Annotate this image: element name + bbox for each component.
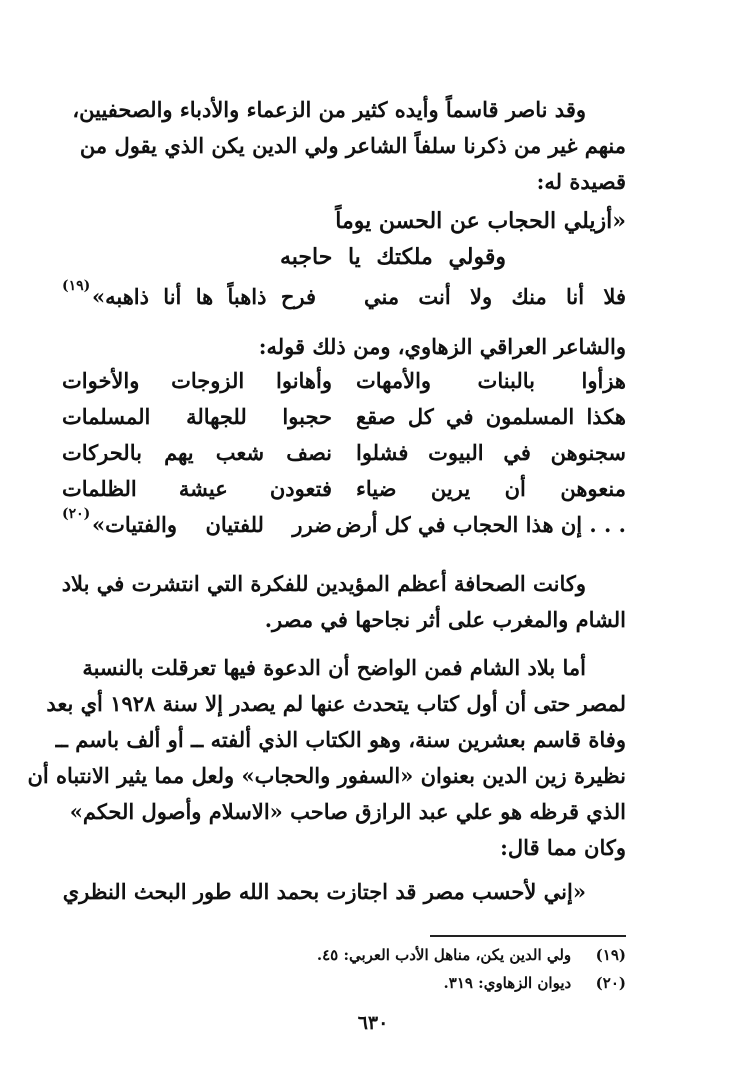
poem-verse [62,368,626,404]
text-line: لمصر حتى أن أول كتاب يتحدث عنها لم يصدر إلا سنة ١٩٢٨ أي بعد [46,691,626,716]
hemistich-left: نصف شعب يهم بالحركات [62,440,332,465]
hemistich-left: ضرر للفتيان والفتيات» [92,512,332,537]
poem-line: «أزيلي الحجاب عن الحسن يوماً [335,208,626,234]
poem-verse [62,476,626,512]
footnote [317,946,626,964]
poem-line: وقولي ملكتك يا حاجبه [280,244,506,270]
footnote-ref: (٢٠) [62,506,91,522]
hemistich-left: وأهانوا الزوجات والأخوات [62,368,332,393]
hemistich-left: حجبوا للجهالة المسلمات [62,404,332,429]
footnote-divider [430,935,626,937]
footnote [444,974,626,992]
footnote-number: (٢٠) [595,974,626,992]
paragraph-1 [62,92,626,200]
hemistich-left: فتعودن عيشة الظلمات [62,476,332,501]
hemistich-left: فرح ذاهباً ها أنا ذاهبه» [92,284,316,309]
hemistich-right: سجنوهن في البيوت فشلوا [356,440,626,465]
text-line: وقد ناصر قاسماً وأيده كثير من الزعماء والأدباء والصحفيين، [72,97,586,122]
footnote-text: ولي الدين يكن، مناهل الأدب العربي: ٤٥. [316,946,572,964]
page-number: ٦٣٠ [357,1012,389,1034]
poem-verse [62,404,626,440]
hemistich-right: هزأوا بالبنات والأمهات [356,368,626,393]
intro-line: والشاعر العراقي الزهاوي، ومن ذلك قوله: [258,334,626,359]
text-line: منهم غير من ذكرنا سلفاً الشاعر ولي الدين يكن الذي يقول من [79,133,626,158]
text-line: قصيدة له: [536,169,626,194]
hemistich-right: فلا أنا منك ولا أنت مني [364,284,626,309]
paragraph-4 [27,650,626,866]
text-line: نظيرة زين الدين بعنوان «السفور والحجاب» ولعل مما يثير الانتباه أن [27,763,626,788]
text-line: أما بلاد الشام فمن الواضح أن الدعوة فيها تعرقلت بالنسبة [82,655,586,680]
hemistich-right: . . . إن هذا الحجاب في كل أرض [336,512,626,537]
poem-verse [62,440,626,476]
footnote-ref: (١٩) [62,278,91,294]
text-line: وفاة قاسم بعشرين سنة، وهو الكتاب الذي ألفته ــ أو ألف باسم ــ [55,727,626,752]
text-line: وكانت الصحافة أعظم المؤيدين للفكرة التي انتشرت في بلاد [61,571,586,596]
text-line: الذي قرظه هو علي عبد الرازق صاحب «الاسلام وأصول الحكم» [69,799,626,824]
poem-verse [62,278,626,320]
text-line: الشام والمغرب على أثر نجاحها في مصر. [264,607,626,632]
footnote-number: (١٩) [595,946,626,964]
text-line: وكان مما قال: [500,835,626,860]
footnote-text: ديوان الزهاوي: ٣١٩. [443,974,572,992]
paragraph-3 [62,566,626,638]
poem-verse [62,506,626,548]
text-line: «إني لأحسب مصر قد اجتازت بحمد الله طور البحث النظري [62,879,586,904]
hemistich-right: منعوهن أن يرين ضياء [356,476,626,501]
paragraph-5 [62,874,626,910]
hemistich-right: هكذا المسلمون في كل صقع [356,404,626,429]
